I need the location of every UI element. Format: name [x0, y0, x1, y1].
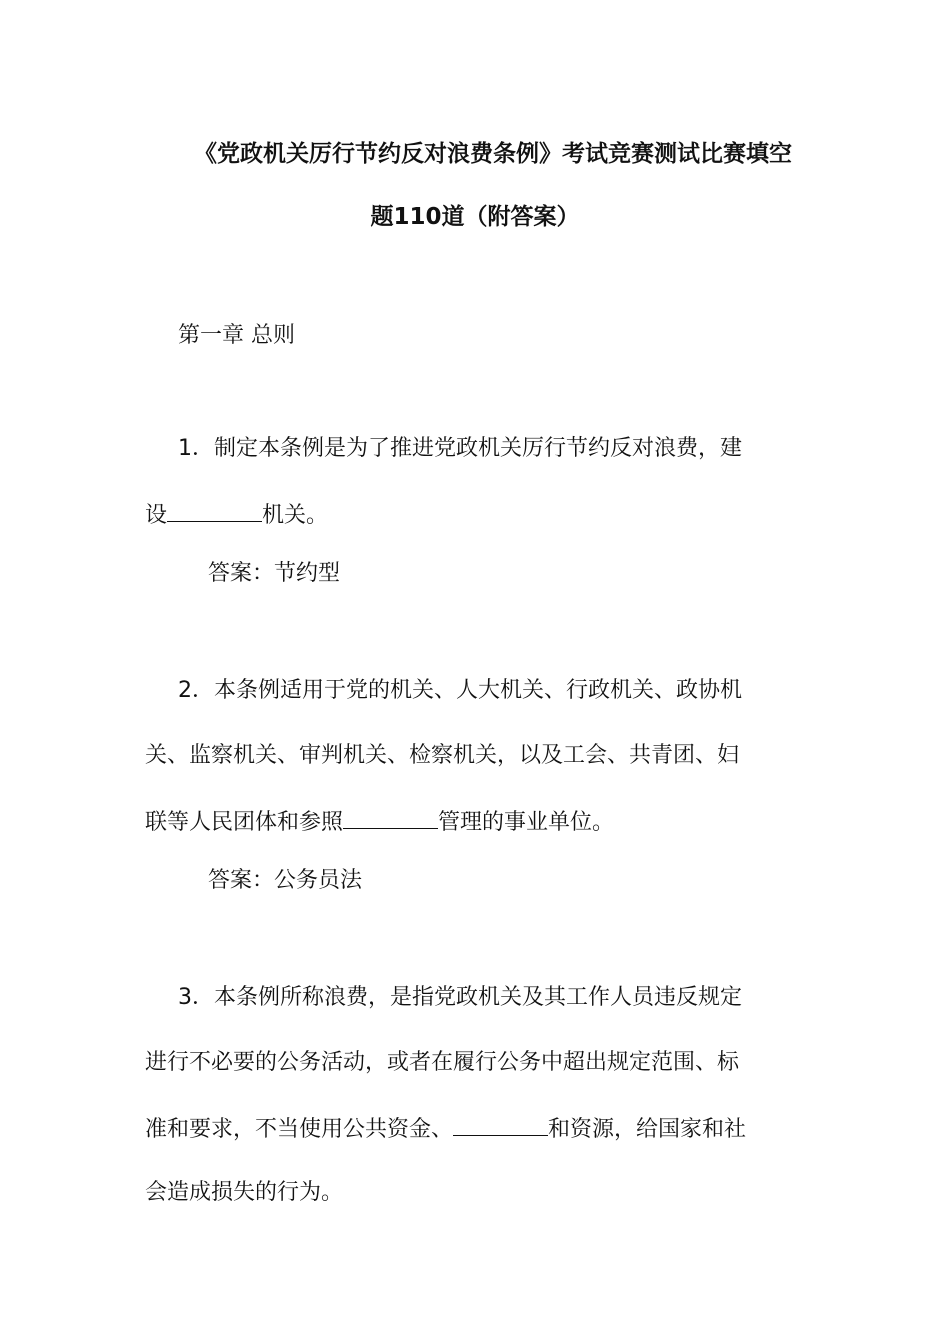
fill-in-blank [453, 1113, 548, 1136]
question-2-line-2: 关、监察机关、审判机关、检察机关，以及工会、共青团、妇 [145, 743, 740, 768]
question-2-line-3 [145, 806, 614, 838]
question-2-answer: 答案：公务员法 [208, 868, 363, 893]
chapter-heading: 第一章 总则 [178, 323, 295, 348]
question-3-line-4: 会造成损失的行为。 [145, 1180, 344, 1205]
fill-in-blank [167, 499, 262, 522]
question-1-text-before-blank: 设 [145, 503, 168, 528]
document-title-line-1: 《党政机关厉行节约反对浪费条例》考试竞赛测试比赛填空 [194, 141, 792, 167]
question-3-line-2: 进行不必要的公务活动，或者在履行公务中超出规定范围、标 [145, 1050, 740, 1075]
question-1-line-1: 1．制定本条例是为了推进党政机关厉行节约反对浪费，建 [178, 436, 742, 461]
question-3-line-3 [145, 1113, 746, 1145]
question-2-text-after-blank: 管理的事业单位。 [438, 810, 615, 835]
question-3-line-1: 3．本条例所称浪费，是指党政机关及其工作人员违反规定 [178, 985, 742, 1010]
question-1-text-after-blank: 机关。 [262, 503, 329, 528]
question-2-line-1: 2．本条例适用于党的机关、人大机关、行政机关、政协机 [178, 678, 742, 703]
question-2-text-before-blank: 联等人民团体和参照 [145, 810, 344, 835]
question-3-text-before-blank: 准和要求，不当使用公共资金、 [145, 1117, 454, 1142]
fill-in-blank [343, 806, 438, 829]
question-1-answer: 答案：节约型 [208, 561, 341, 586]
question-1-line-2 [145, 499, 328, 531]
document-title-line-2: 题110道（附答案） [370, 204, 580, 230]
question-3-text-after-blank: 和资源，给国家和社 [548, 1117, 747, 1142]
